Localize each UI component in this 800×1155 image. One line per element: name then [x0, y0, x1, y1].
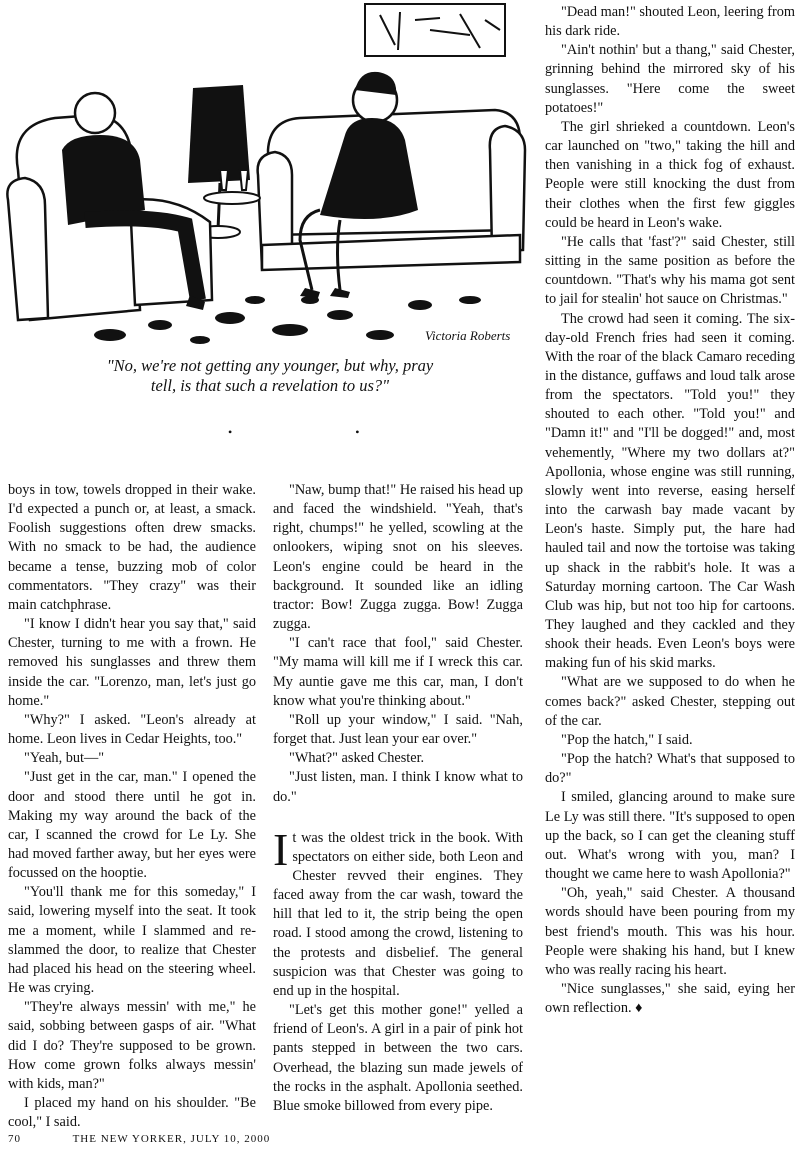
cartoon-caption — [105, 356, 435, 396]
paragraph: "Nice sunglasses," she said, eying her own reflection. ♦ — [545, 980, 795, 1017]
paragraph: boys in tow, towels dropped in their wake. I'd expected a punch or, at least, a smack. Foolish suggestions often drew smacks. With no smack to be had, the audience became a tense, buzzing mob of color commentators. "They crazy" was their main catchphrase. — [8, 482, 256, 613]
paragraph: "Just get in the car, man." I opened the door and stood there until he got in. Making my way around the back of the car, I scanned the crowd for Le Ly. She had moved farther away, but her eyes were focussed on the hooptie. — [8, 769, 256, 882]
page-number: 70 — [8, 1133, 21, 1145]
cartoon-signature: Victoria Roberts — [425, 328, 511, 343]
text-column-1 — [8, 481, 256, 1132]
drop-cap: I — [273, 823, 289, 875]
wall-picture — [365, 4, 505, 56]
text-column-2 — [273, 481, 523, 1116]
running-head: THE NEW YORKER, JULY 10, 2000 — [72, 1133, 271, 1145]
paragraph-dropcap — [273, 823, 523, 1001]
paragraph-text: t was the oldest trick in the book. With spectators on either side, both Leon and Chester revved their engines. They faced away from the car wash, toward the hill that led to it, the strip being the open road. I stood among the crowd, listening to the protests and disbelief. The general suspicion was that Chester was going to end up in the hospital. — [273, 829, 523, 999]
paragraph: "Roll up your window," I said. "Nah, forget that. Just lean your ear over." — [273, 711, 523, 748]
paragraph: "I know I didn't hear you say that," said Chester, turning to me with a frown. He removed his sunglasses and threw them inside the car. "Lorenzo, man, let's just go home." — [8, 616, 256, 709]
paragraph: "Why?" I asked. "Leon's already at home. Leon lives in Cedar Heights, too." — [8, 711, 256, 748]
paragraph: I smiled, glancing around to make sure Le Ly was still there. "It's supposed to open up the back, so I can get the cleaning stuff out. What's wrong with you, man? I thought we came here to wash Apollonia?" — [545, 789, 795, 883]
section-break — [273, 807, 523, 829]
paragraph: "Oh, yeah," said Chester. A thousand words should have been pouring from my best friend's mouth. This was his hour. People were shaking his hand, but I knew who was really racing his heart. — [545, 885, 795, 978]
text-column-3 — [545, 3, 795, 1018]
paragraph: I placed my hand on his shoulder. "Be cool," I said. — [8, 1095, 256, 1131]
paragraph: "Yeah, but—" — [24, 750, 105, 767]
paragraph: "Pop the hatch," I said. — [561, 731, 693, 748]
paragraph: "What are we supposed to do when he comes back?" asked Chester, stepping out of the car. — [545, 674, 795, 729]
paragraph: "Pop the hatch? What's that supposed to do?" — [545, 751, 795, 787]
paragraph: "Dead man!" shouted Leon, leering from his dark ride. — [545, 4, 795, 40]
section-separator: • • — [228, 425, 420, 439]
paragraph: "Naw, bump that!" He raised his head up and faced the windshield. "Yeah, that's right, chumps!" he yelled, scowling at the onlookers, wiping snot on his sleeves. Leon's engine could be heard in the background. It sounded like an idling tractor: Bow! Zugga zugga. Bow! Zugga zugga. — [273, 482, 523, 633]
paragraph: "Let's get this mother gone!" yelled a friend of Leon's. A girl in a pair of pink hot pants stepped in between the two cars. Overhead, the blazing sun made jewels of the rocks in the asphalt. Apollonia seethed. Blue smoke billowed from every pipe. — [273, 1002, 523, 1114]
caption-line-2: tell, is that such a revelation to us?" — [150, 376, 390, 395]
paragraph: "I can't race that fool," said Chester. "My mama will kill me if I wreck this car. My auntie gave me this car, man, I don't know what you're thinking about." — [273, 635, 523, 709]
paragraph: "What?" asked Chester. — [289, 750, 425, 767]
caption-line-1: "No, we're not getting any younger, but why, pray — [106, 356, 434, 375]
paragraph: "Ain't nothin' but a thang," said Chester, grinning behind the mirrored sky of his sunglasses. "Here come the sweet potatoes!" — [545, 42, 795, 116]
paragraph: "He calls that 'fast'?" said Chester, still sitting in the same position as before the countdown. "That's why his mama got sent to jail for stealin' hot sauce on Christmas." — [545, 233, 795, 308]
paragraph: "They're always messin' with me," he said, sobbing between gasps of air. "What did I do? They're supposed to be grown. How come grown folks always messin' with kids, man?" — [8, 999, 256, 1092]
page-footer — [8, 1133, 270, 1145]
paragraph: The girl shrieked a countdown. Leon's car launched on "two," taking the hill and then vanishing in a thick fog of exhaust. People were still knocking the dust from their clothes when the first few giggles could be heard in Leon's wake. — [545, 118, 795, 231]
paragraph: "You'll thank me for this someday," I said, lowering myself into the seat. It took me a moment, while I slammed and re-slammed the door, to realize that Chester had placed his head on the steering wheel. He was crying. — [8, 884, 256, 997]
paragraph: "Just listen, man. I think I know what to do." — [273, 769, 523, 805]
cartoon-illustration — [0, 0, 530, 345]
paragraph: The crowd had seen it coming. The six-day-old French fries had seen it coming. With the roar of the black Camaro receding in the distance, guffaws and loud talk arose from the spectators. "Told you!" they shouted to each other. "Told you!" and "Damn it!" and "I'll be dogged!" and, most vehemently, "Where my two dollars at?" Apollonia, whose engine was still running, slowly went into reverse, easing herself into the carwash bay made vacant by Leon's haste. Simply put, the hare had hauled tail and now the tortoise was taking up shack in the rabbit's hole. It was a Saturday morning cartoon. The Car Wash Club was hip, but not too hip for cartoons. They laughed and they cackled and they shook their heads. Even Leon's boys were making fun of his skid marks. — [545, 310, 795, 672]
